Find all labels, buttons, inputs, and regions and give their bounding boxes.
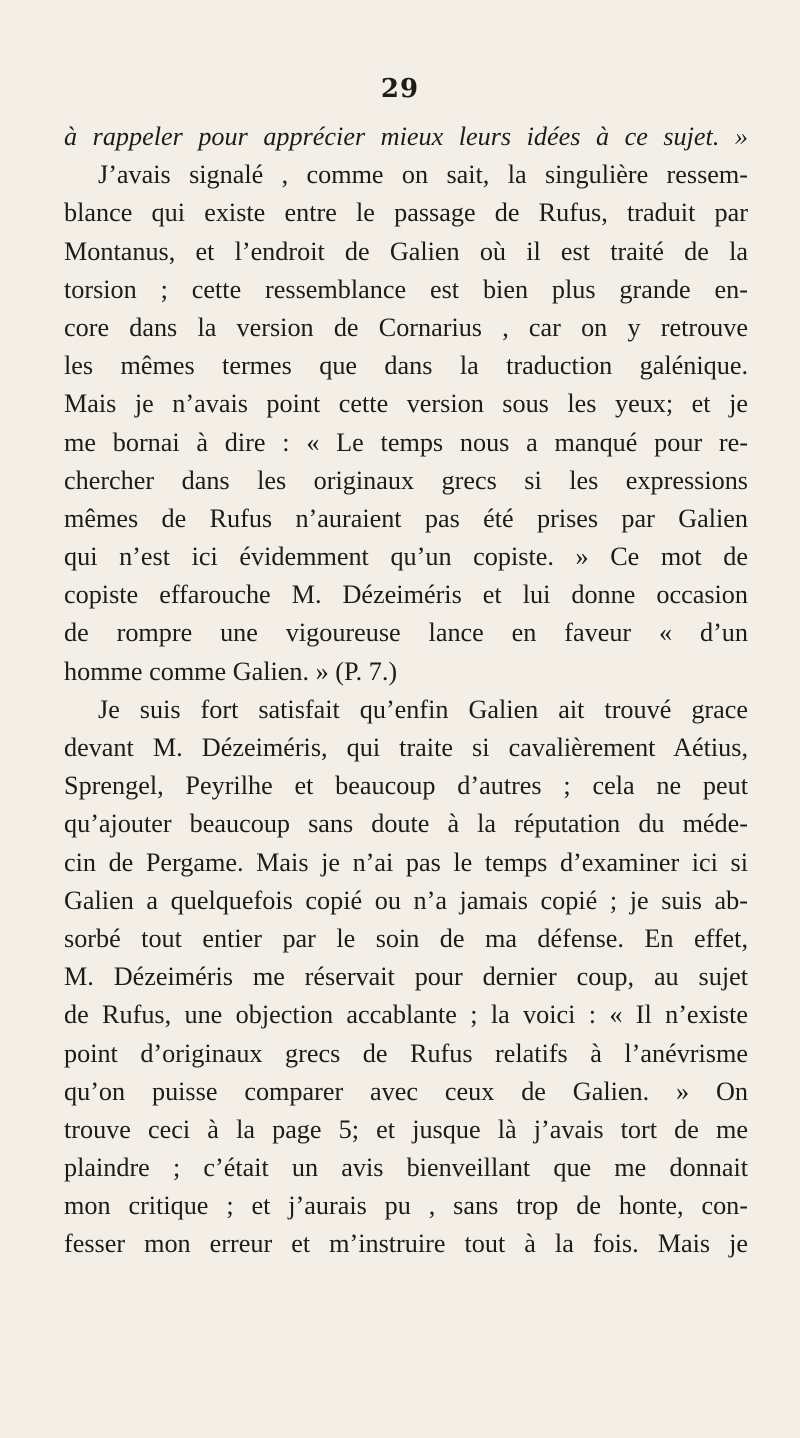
text-line: fesser mon erreur et m’instruire tout à la fois. Mais je [64, 1229, 748, 1259]
text-line: qu’ajouter beaucoup sans doute à la réputation du méde- [64, 809, 748, 839]
text-line: sorbé tout entier par le soin de ma défense. En effet, [64, 923, 748, 953]
text-line: plaindre ; c’était un avis bienveillant que me donnait [64, 1153, 748, 1183]
text-line: qu’on puisse comparer avec ceux de Galien. » On [64, 1076, 748, 1106]
body-text [64, 118, 748, 1264]
text-line: devant M. Dézeiméris, qui traite si cavalièrement Aétius, [64, 733, 748, 762]
text-line: Montanus, et l’endroit de Galien où il est traité de la [64, 236, 748, 266]
text-line: blance qui existe entre le passage de Rufus, traduit par [64, 198, 748, 228]
text-line: Je suis fort satisfait qu’enfin Galien ait trouvé grace [98, 694, 748, 724]
text-line: chercher dans les originaux grecs si les expressions [64, 465, 748, 495]
text-line: copiste effarouche M. Dézeiméris et lui donne occasion [64, 580, 748, 610]
page-number: 29 [380, 74, 420, 104]
text-line: M. Dézeiméris me réservait pour dernier coup, au sujet [64, 962, 748, 992]
text-line: Mais je n’avais point cette version sous les yeux; et je [64, 389, 748, 419]
text-line: mêmes de Rufus n’auraient pas été prises par Galien [64, 503, 748, 533]
text-line: point d’originaux grecs de Rufus relatifs à l’anévrisme [64, 1038, 748, 1068]
text-line: trouve ceci à la page 5; et jusque là j’avais tort de me [64, 1114, 748, 1144]
text-line: qui n’est ici évidemment qu’un copiste. » Ce mot de [64, 542, 748, 572]
text-line: Galien a quelquefois copié ou n’a jamais copié ; je suis ab- [64, 885, 748, 915]
text-line: à rappeler pour apprécier mieux leurs idées à ce sujet. » [64, 122, 748, 151]
text-line: core dans la version de Cornarius , car on y retrouve [64, 312, 748, 342]
text-line: de Rufus, une objection accablante ; la voici : « Il n’existe [64, 1000, 748, 1030]
text-line: homme comme Galien. » (P. 7.) [64, 656, 398, 686]
text-line: les mêmes termes que dans la traduction galénique. [64, 351, 748, 381]
text-line: me bornai à dire : « Le temps nous a manqué pour re- [64, 427, 748, 457]
text-line: torsion ; cette ressemblance est bien plus grande en- [64, 274, 748, 304]
text-line: Sprengel, Peyrilhe et beaucoup d’autres ; cela ne peut [64, 771, 748, 801]
text-line: J’avais signalé , comme on sait, la singulière ressem- [98, 160, 748, 190]
text-line: cin de Pergame. Mais je n’ai pas le temps d’examiner ici si [64, 847, 748, 877]
text-line: de rompre une vigoureuse lance en faveur « d’un [64, 618, 748, 648]
text-line: mon critique ; et j’aurais pu , sans trop de honte, con- [64, 1191, 748, 1221]
